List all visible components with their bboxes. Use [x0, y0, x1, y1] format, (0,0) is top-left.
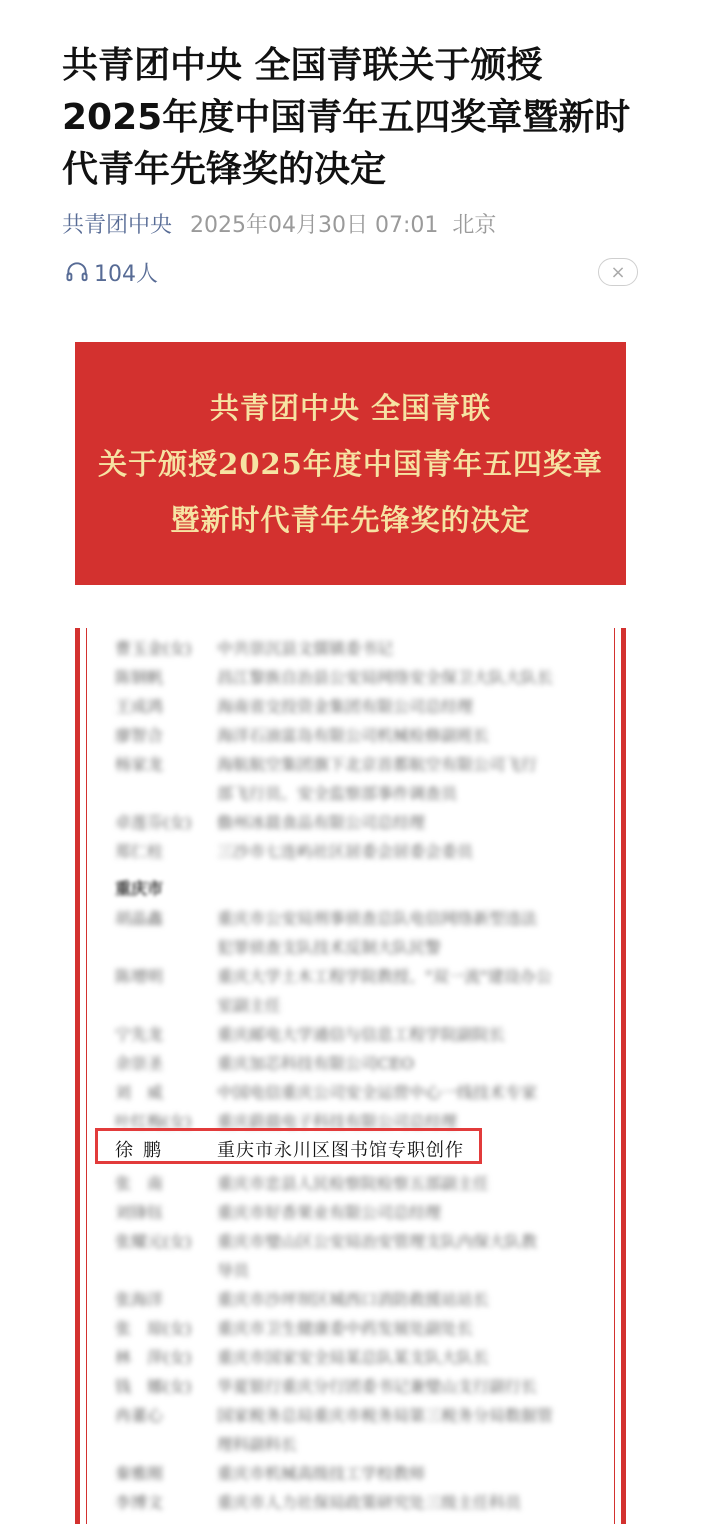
close-button[interactable] — [598, 258, 638, 286]
awardee-name: 曹玉金(女) — [115, 639, 192, 658]
awardee-name: 卓莲芬(女) — [115, 813, 192, 832]
awardee-name: 叶红梅(女) — [115, 1112, 192, 1131]
highlighted-awardee-desc: 重庆市永川区图书馆专职创作 — [217, 1140, 464, 1161]
highlight-box — [95, 1128, 482, 1164]
awardee-desc: 理科副科长 — [217, 1435, 298, 1454]
decision-banner-image — [75, 342, 626, 585]
doc-border-left — [75, 628, 80, 1524]
awardee-name: 李博文 — [115, 1493, 164, 1512]
awardee-desc: 重庆市公安局刑事侦查总队电信网络新型违法 — [217, 909, 538, 928]
awardee-name: 张海洋 — [115, 1290, 164, 1309]
awardee-name: 秦雅刚 — [115, 1464, 164, 1483]
awardee-desc: 重庆大学土木工程学院教授、"双一流"建设办公 — [217, 967, 552, 986]
publish-datetime: 2025年04月30日 07:01 — [190, 212, 439, 238]
awardee-name: 陈增明 — [115, 967, 164, 986]
listen-count: 104人 — [94, 261, 158, 287]
awardee-name: 刘 威 — [115, 1083, 164, 1102]
awardee-desc: 部飞行员、安全监察部事件调查员 — [217, 784, 458, 803]
awardee-desc: 华夏银行重庆分行团委书记兼璧山支行副行长 — [217, 1377, 538, 1396]
awardee-desc: 犯罪侦查支队技术反制大队民警 — [217, 938, 442, 957]
account-name-link[interactable]: 共青团中央 — [62, 212, 173, 238]
article-meta — [62, 205, 496, 241]
awardee-desc: 海洋石油富岛有限公司机械检修副班长 — [217, 726, 490, 745]
awardee-name: 廖智合 — [115, 726, 164, 745]
highlighted-awardee-name: 徐鹏 — [115, 1140, 171, 1161]
awardee-desc: 重庆市卫生健康委中药发展处副处长 — [217, 1319, 474, 1338]
awardee-desc: 重庆市国家安全局某总队某支队大队长 — [217, 1348, 490, 1367]
awardee-desc: 重庆市沙坪坝区城西口消防救援站站长 — [217, 1290, 490, 1309]
awardee-desc: 中国电信重庆公司安全运营中心一线技术专家 — [217, 1083, 538, 1102]
awardee-desc: 导员 — [217, 1261, 250, 1280]
awardee-desc: 室副主任 — [217, 996, 282, 1015]
section-title: 重庆市 — [115, 879, 164, 898]
awardee-desc: 昌江黎族自治县公安局网络安全保卫大队大队长 — [217, 668, 554, 687]
awardee-name: 刘锋钰 — [115, 1203, 164, 1222]
banner-line-2: 关于颁授2025年度中国青年五四奖章 — [98, 446, 603, 481]
headphones-icon — [64, 259, 90, 285]
doc-inner-border-left — [86, 628, 87, 1524]
awardee-name: 冉董心 — [115, 1406, 164, 1425]
awardee-desc: 重庆市机械高级技工学校教师 — [217, 1464, 426, 1483]
awardee-desc: 重庆市好香果业有限公司总经理 — [217, 1203, 442, 1222]
close-icon: × — [610, 261, 626, 283]
publish-location: 北京 — [452, 212, 497, 238]
awardee-desc: 中共崇沉县文儒镇委书记 — [217, 639, 394, 658]
awardee-name: 郑仁柱 — [115, 842, 164, 861]
banner-line-3: 暨新时代青年先锋奖的决定 — [170, 502, 531, 537]
awardee-name: 杨家龙 — [115, 755, 164, 774]
title-line-1: 共青团中央 全国青联关于颁授 — [62, 45, 543, 86]
doc-border-right — [621, 628, 626, 1524]
awardee-list-image — [75, 628, 626, 1524]
doc-inner-border-right — [614, 628, 615, 1524]
awardee-desc: 海航航空集团旗下北京首都航空有限公司飞行 — [217, 755, 538, 774]
awardee-desc: 重庆市璧山区公安局治安管理支队内保大队教 — [217, 1232, 538, 1251]
awardee-name: 陈钢帆 — [115, 668, 164, 687]
banner-line-1: 共青团中央 全国青联 — [209, 390, 492, 425]
article-title — [62, 40, 662, 196]
awardee-desc: 重庆邮电大学通信与信息工程学院副院长 — [217, 1025, 506, 1044]
awardee-name: 张 南 — [115, 1174, 164, 1193]
awardee-name: 张耀元(女) — [115, 1232, 192, 1251]
awardee-desc: 重庆市忠县人民检察院检察五部副主任 — [217, 1174, 490, 1193]
awardee-desc: 重庆市人力社保局政策研究处三级主任科员 — [217, 1493, 522, 1512]
title-line-3: 代青年先锋奖的决定 — [62, 149, 387, 190]
awardee-name: 余崇圣 — [115, 1054, 164, 1073]
awardee-desc: 儋州冰晨食品有限公司总经理 — [217, 813, 426, 832]
awardee-desc: 海南省交投资金集团有限公司总经理 — [217, 697, 474, 716]
awardee-name: 宁先龙 — [115, 1025, 164, 1044]
awardee-name: 张 琼(女) — [115, 1319, 192, 1338]
awardee-desc: 重庆蔚晨电子科技有限公司总经理 — [217, 1112, 458, 1131]
awardee-name: 胡晶鑫 — [115, 909, 164, 928]
awardee-name: 王成鸿 — [115, 697, 164, 716]
awardee-name: 林 萍(女) — [115, 1348, 192, 1367]
title-line-2: 2025年度中国青年五四奖章暨新时 — [62, 97, 631, 138]
awardee-desc: 三沙市七连屿社区居委会居委会委员 — [217, 842, 474, 861]
awardee-desc: 重庆加芯科技有限公司CEO — [217, 1054, 415, 1073]
listen-button[interactable] — [64, 255, 158, 289]
awardee-name: 钱 娜(女) — [115, 1377, 192, 1396]
awardee-desc: 国家税务总局重庆市税务局第三税务分局数据管 — [217, 1406, 554, 1425]
